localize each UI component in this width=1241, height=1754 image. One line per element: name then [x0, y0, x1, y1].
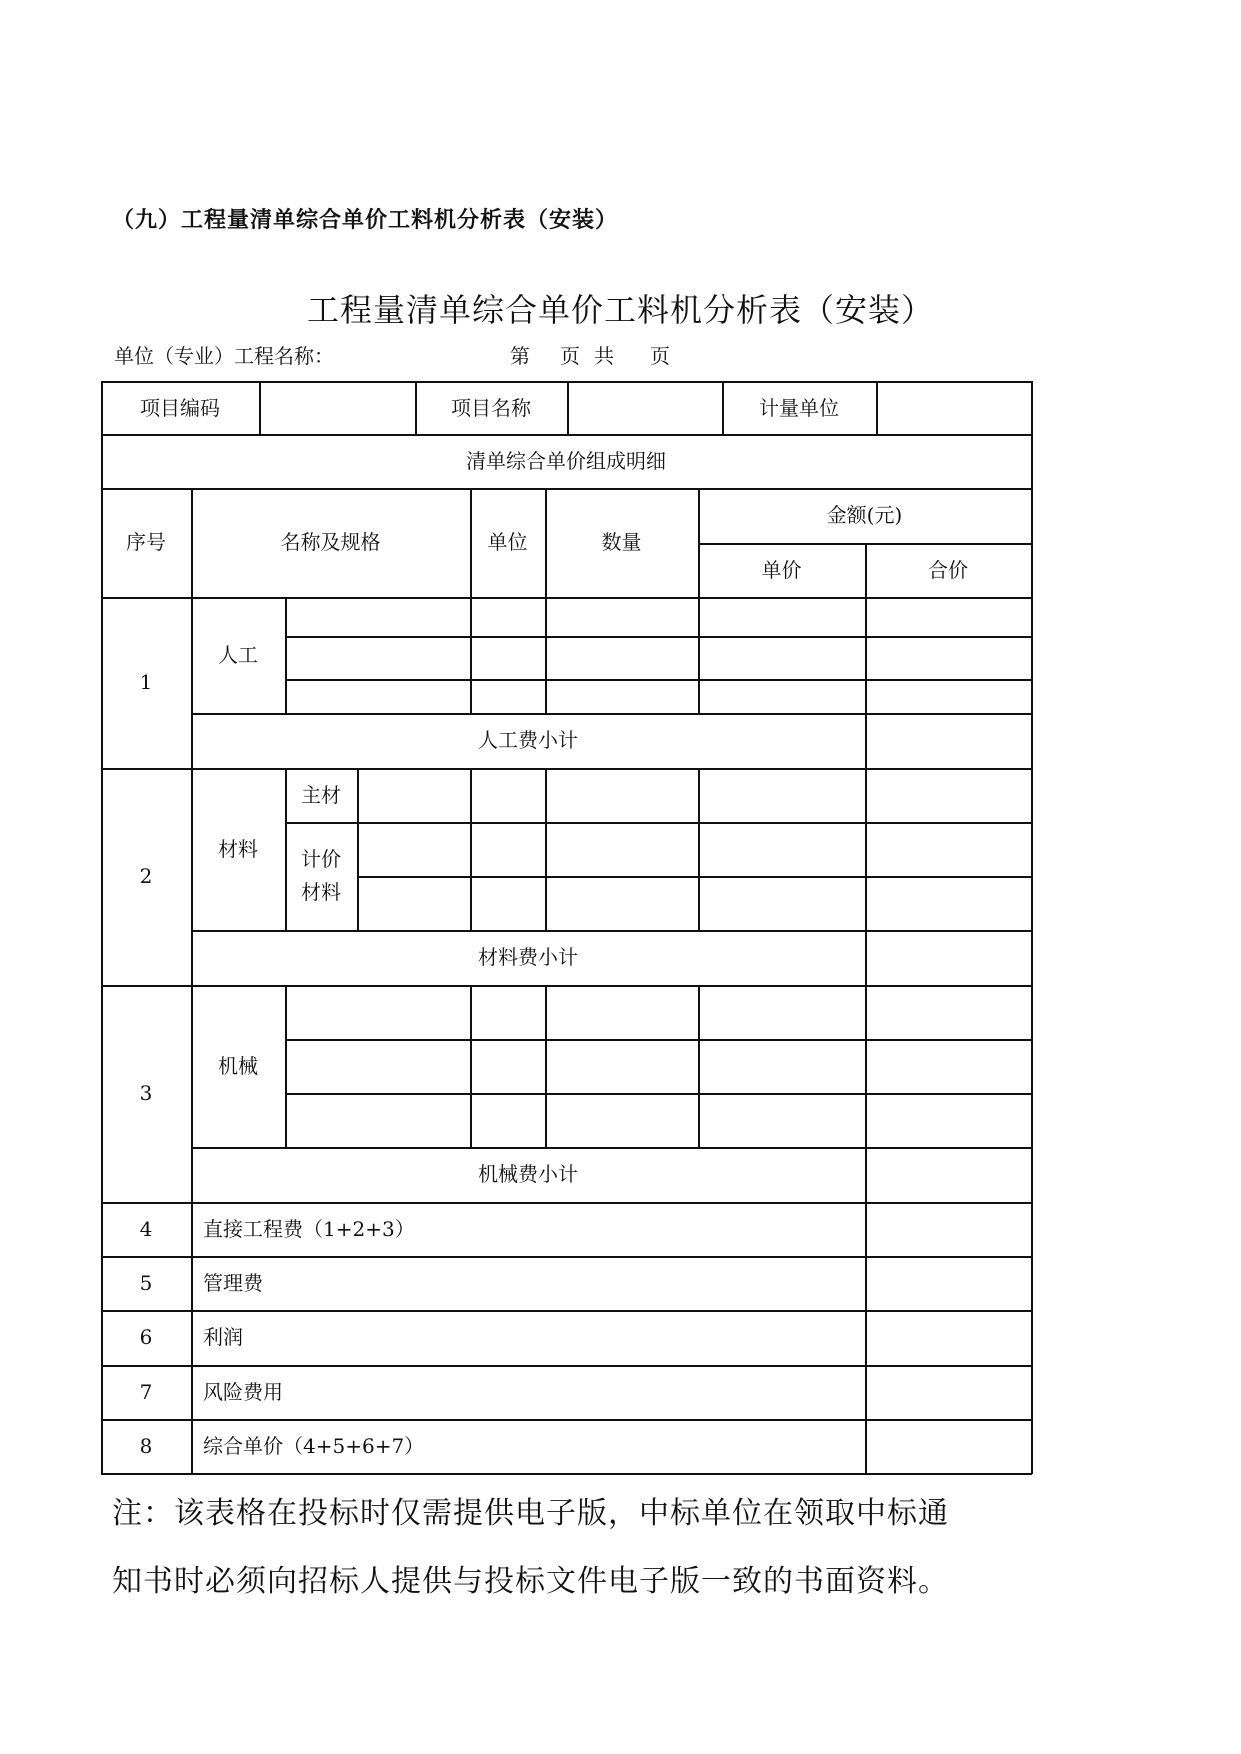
summary-seq: 7: [139, 1379, 153, 1404]
table-line: [470, 768, 472, 931]
summary-label: 利润: [203, 1325, 243, 1349]
table-line: [285, 1093, 1032, 1095]
table-line: [285, 597, 287, 714]
material-seq: 2: [139, 864, 153, 888]
priced-material-label: [285, 822, 357, 930]
main-material-label: 主材: [301, 782, 341, 807]
page-di-label: 第: [510, 344, 530, 368]
item-code-value[interactable]: [259, 381, 415, 435]
summary-label: 综合单价（4+5+6+7）: [203, 1433, 425, 1458]
summary-seq: 5: [139, 1270, 153, 1295]
table-line: [698, 768, 700, 931]
machine-label: 机械: [218, 1053, 258, 1078]
summary-label: 风险费用: [203, 1379, 283, 1404]
footnote-line2: 知书时必须向招标人提供与投标文件电子版一致的书面资料。: [112, 1564, 949, 1599]
table-line: [357, 876, 1032, 878]
table-line: [285, 636, 1032, 638]
priced-material-line1: 计价: [301, 847, 341, 871]
table-line: [865, 768, 867, 931]
footnote-line1: 注：该表格在投标时仅需提供电子版，中标单位在领取中标通: [112, 1496, 949, 1531]
labor-label: 人工: [218, 642, 258, 667]
table-line: [470, 985, 472, 1148]
material-subtotal-label: 材料费小计: [478, 945, 578, 969]
table-line: [545, 768, 547, 931]
col-seq-header: 序号: [126, 530, 166, 554]
summary-seq: 4: [139, 1216, 153, 1241]
labor-subtotal-label: 人工费小计: [478, 728, 578, 752]
table-line: [865, 985, 867, 1148]
table-line: [285, 985, 287, 1148]
col-total-price-header: 合价: [928, 557, 968, 582]
priced-material-line2: 材料: [301, 880, 341, 904]
table-line: [865, 930, 867, 986]
page-ye2-label: 页: [650, 344, 670, 368]
col-name-spec-header: 名称及规格: [280, 530, 381, 554]
table-line: [101, 1473, 1032, 1475]
summary-seq: 6: [139, 1325, 153, 1349]
measure-unit-value[interactable]: [876, 381, 1031, 435]
table-line: [357, 768, 359, 931]
table-line: [865, 1147, 867, 1474]
material-label: 材料: [218, 836, 258, 861]
summary-seq: 8: [139, 1433, 153, 1458]
col-qty-header: 数量: [601, 530, 642, 554]
col-unit-price-header: 单价: [761, 557, 802, 582]
col-amount-header: 金额(元): [826, 503, 903, 527]
table-line: [865, 713, 867, 769]
summary-label: 管理费: [203, 1270, 263, 1295]
table-line: [285, 1039, 1032, 1041]
item-name-value[interactable]: [567, 381, 722, 435]
table-line: [285, 679, 1032, 681]
table-line: [1031, 381, 1033, 1474]
page-gong-label: 共: [594, 344, 614, 368]
unit-project-label: 单位（专业）工程名称：: [114, 344, 334, 368]
measure-unit-label: 计量单位: [759, 395, 839, 420]
table-line: [285, 822, 1032, 824]
page-ye-label: 页: [560, 344, 580, 368]
table-line: [545, 985, 547, 1148]
col-unit-header: 单位: [487, 530, 528, 554]
labor-seq: 1: [139, 670, 153, 694]
machine-seq: 3: [139, 1081, 153, 1105]
document-title: 工程量清单综合单价工料机分析表（安装）: [306, 291, 934, 329]
machine-subtotal-label: 机械费小计: [478, 1162, 578, 1186]
item-code-label: 项目编码: [140, 395, 220, 420]
item-name-label: 项目名称: [451, 395, 531, 420]
composition-header: 清单综合单价组成明细: [466, 448, 666, 473]
section-heading: （九）工程量清单综合单价工料机分析表（安装）: [112, 208, 619, 233]
summary-label: 直接工程费（1+2+3）: [203, 1216, 415, 1241]
footnote: [112, 1480, 1132, 1616]
table-line: [698, 985, 700, 1148]
